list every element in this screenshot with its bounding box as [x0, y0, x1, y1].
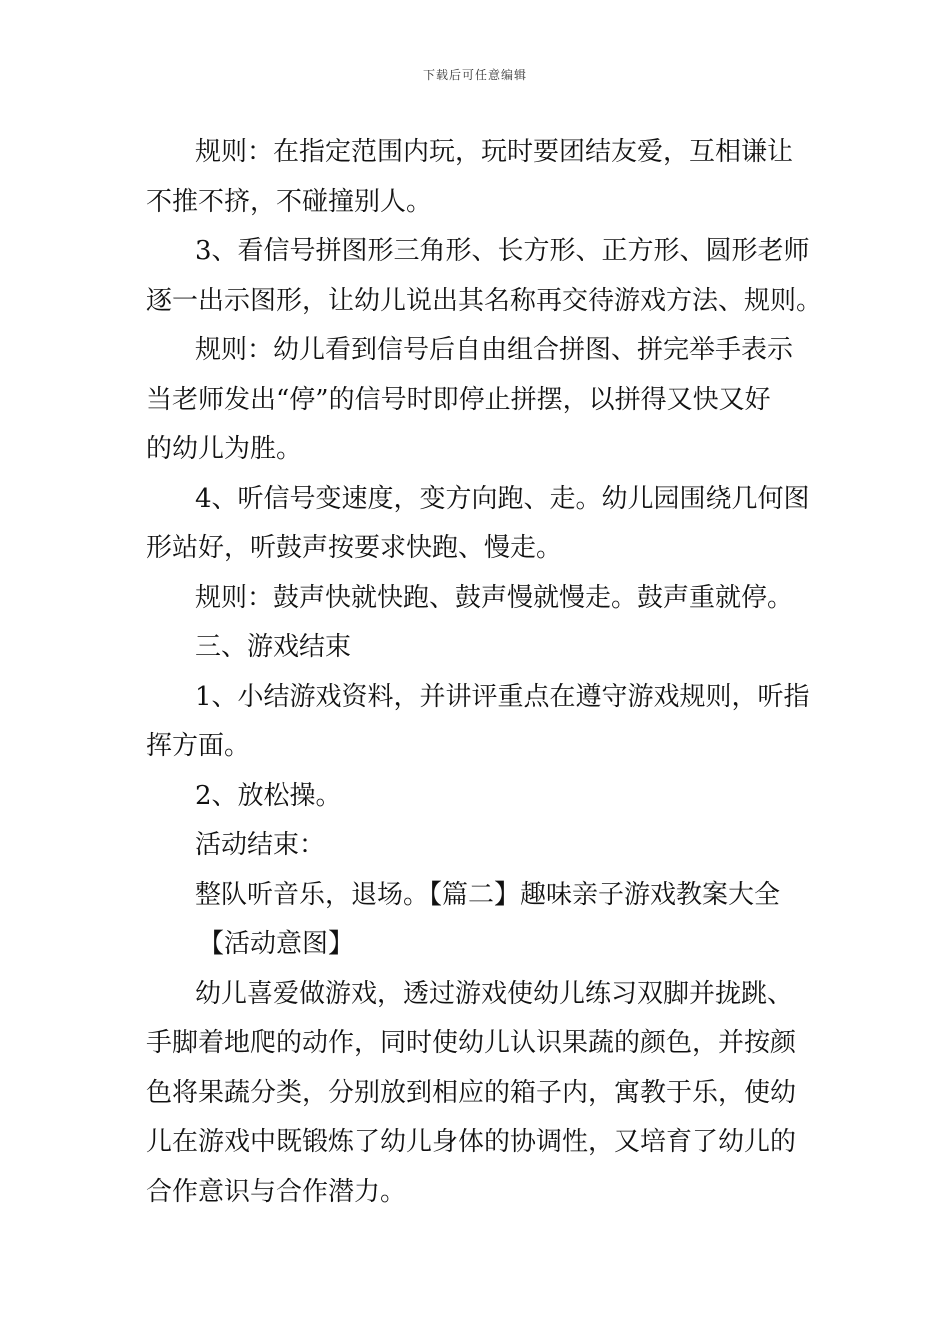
paragraph-line: 合作意识与合作潜力。	[146, 1176, 407, 1207]
paragraph-line: 规则：幼儿看到信号后自由组合拼图、拼完举手表示	[195, 335, 794, 365]
paragraph-line: 规则：在指定范围内玩，玩时要团结友爱，互相谦让	[195, 137, 794, 167]
paragraph-line: 手脚着地爬的动作，同时使幼儿认识果蔬的颜色，并按颜	[146, 1028, 797, 1058]
paragraph-line: 2、放松操。	[195, 780, 342, 811]
section-heading: 【活动意图】	[198, 929, 355, 959]
paragraph-line: 1、小结游戏资料，并讲评重点在遵守游戏规则，听指	[195, 681, 810, 712]
paragraph-line: 儿在游戏中既锻炼了幼儿身体的协调性，又培育了幼儿的	[146, 1127, 797, 1157]
paragraph-line: 幼儿喜爱做游戏，透过游戏使幼儿练习双脚并拢跳、	[195, 978, 794, 1009]
section-heading: 三、游戏结束	[195, 632, 352, 662]
paragraph-line: 的幼儿为胜。	[146, 434, 303, 464]
document-body	[146, 128, 823, 1217]
paragraph-line: 当老师发出“停”的信号时即停止拼摆，以拼得又快又好	[146, 384, 771, 415]
paragraph-line: 规则：鼓声快就快跑、鼓声慢就慢走。鼓声重就停。	[195, 582, 794, 613]
paragraph-line: 色将果蔬分类，分别放到相应的箱子内，寓教于乐，使幼	[146, 1077, 797, 1108]
paragraph-line: 逐一出示图形，让幼儿说出其名称再交待游戏方法、规则。	[146, 285, 823, 316]
paragraph-line: 不推不挤，不碰撞别人。	[146, 186, 433, 217]
page-header: 下载后可任意编辑	[422, 68, 527, 82]
paragraph-line: 3、看信号拼图形三角形、长方形、正方形、圆形老师	[195, 236, 810, 266]
paragraph-line: 形站好，听鼓声按要求快跑、慢走。	[146, 533, 563, 563]
paragraph-line: 4、听信号变速度，变方向跑、走。幼儿园围绕几何图	[195, 483, 810, 514]
paragraph-line: 挥方面。	[146, 731, 251, 761]
paragraph-line: 活动结束：	[195, 830, 326, 860]
paragraph-line: 整队听音乐，退场。【篇二】趣味亲子游戏教案大全	[195, 879, 781, 910]
